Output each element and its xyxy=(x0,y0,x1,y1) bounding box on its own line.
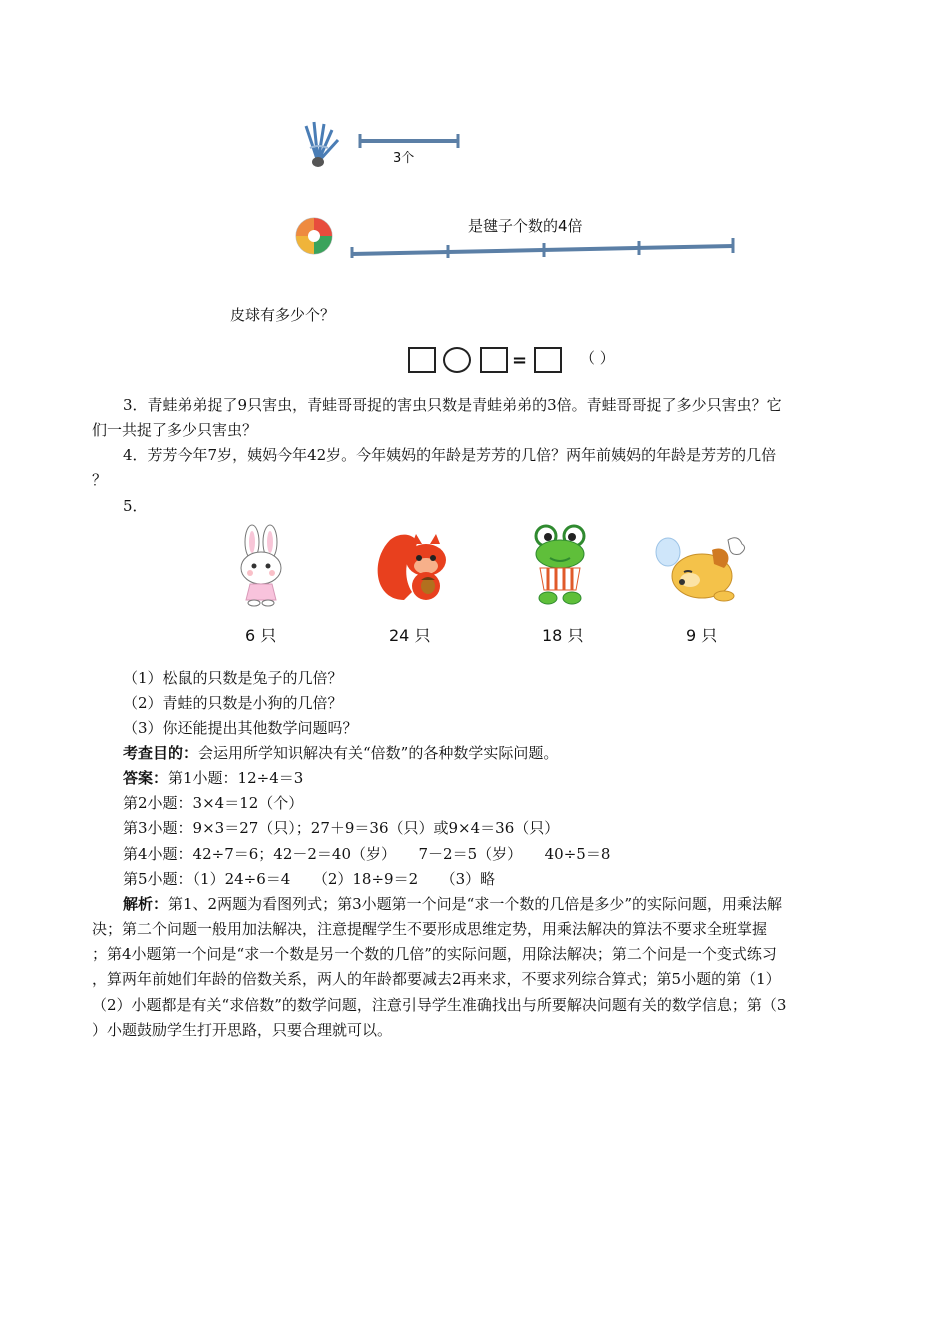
analysis-line4: ，算两年前她们年龄的倍数关系，两人的年龄都要减去2再来求，不要求列综合算式；第5小题的第（1） xyxy=(92,970,781,988)
equation-box-2 xyxy=(480,347,508,373)
answer-label: 答案： xyxy=(123,769,169,787)
rabbit-count: 6 只 xyxy=(245,626,277,645)
problem5-number: 5． xyxy=(123,497,148,515)
equation-box-result xyxy=(534,347,562,373)
answer-paren: （ ） xyxy=(580,349,615,367)
problem5-q1: （1）松鼠的只数是兔子的几倍？ xyxy=(123,669,343,687)
analysis-line6: ）小题鼓励学生打开思路，只要合理就可以。 xyxy=(92,1021,393,1039)
shuttlecock-icon xyxy=(296,118,344,170)
purpose-label: 考查目的： xyxy=(123,744,199,762)
answer-line3: 第3小题：9×3＝27（只）；27＋9＝36（只）或9×4＝36（只） xyxy=(123,819,560,837)
answer-line5: 第5小题：（1）24÷6＝4 （2）18÷9＝2 （3）略 xyxy=(123,870,496,888)
analysis-label: 解析： xyxy=(123,895,169,913)
ball-icon xyxy=(294,216,336,256)
problem5-q2: （2）青蛙的只数是小狗的几倍？ xyxy=(123,694,343,712)
analysis-line2: 决；第二个问题一般用加法解决，注意提醒学生不要形成思维定势，用乘法解决的算法不要求全班掌握 xyxy=(92,920,768,938)
answer-line2: 第2小题：3×4＝12（个） xyxy=(123,794,304,812)
ball-question: 皮球有多少个？ xyxy=(230,306,336,324)
analysis-line3: ；第4小题第一个问是“求一个数是另一个数的几倍”的实际问题，用除法解决；第二个问是一个变式练习 xyxy=(92,945,777,963)
ball-relation-label: 是毽子个数的4倍 xyxy=(468,217,583,235)
purpose-line xyxy=(123,741,558,766)
equals-sign: = xyxy=(512,350,528,371)
ball-bar xyxy=(348,234,738,258)
purpose-text: 会运用所学知识解决有关“倍数”的各种数学实际问题。 xyxy=(198,744,559,762)
problem3-line2: 们一共捉了多少只害虫？ xyxy=(92,421,258,439)
analysis-line1 xyxy=(123,892,782,917)
squirrel-icon xyxy=(374,530,454,604)
answer-line1 xyxy=(123,766,303,791)
analysis-line5: （2）小题都是有关“求倍数”的数学问题，注意引导学生准确找出与所要解决问题有关的数学信息；第（3 xyxy=(92,996,787,1014)
problem3-line1: 3．青蛙弟弟捉了9只害虫，青蛙哥哥捉的害虫只数是青蛙弟弟的3倍。青蛙哥哥捉了多少只害虫？它 xyxy=(123,396,782,414)
analysis-text-1: 第1、2两题为看图列式；第3小题第一个问是“求一个数的几倍是多少”的实际问题，用乘法解 xyxy=(168,895,782,913)
problem4-line1: 4．芳芳今年7岁，姨妈今年42岁。今年姨妈的年龄是芳芳的几倍？两年前姨妈的年龄是芳芳的几倍 xyxy=(123,446,777,464)
answer-line4: 第4小题：42÷7＝6；42－2＝40（岁） 7－2＝5（岁） 40÷5＝8 xyxy=(123,845,611,863)
equation-operator-circle xyxy=(443,347,471,373)
dog-icon xyxy=(654,534,750,606)
problem5-q3: （3）你还能提出其他数学问题吗？ xyxy=(123,719,358,737)
frog-count: 18 只 xyxy=(542,626,584,645)
rabbit-icon xyxy=(230,524,294,608)
squirrel-count: 24 只 xyxy=(389,626,431,645)
problem4-line2: ？ xyxy=(92,471,108,489)
frog-icon xyxy=(530,524,590,606)
equation-box-1 xyxy=(408,347,436,373)
shuttlecock-count-label: 3个 xyxy=(393,151,415,166)
answer-q1: 第1小题：12÷4＝3 xyxy=(168,769,304,787)
dog-count: 9 只 xyxy=(686,626,718,645)
